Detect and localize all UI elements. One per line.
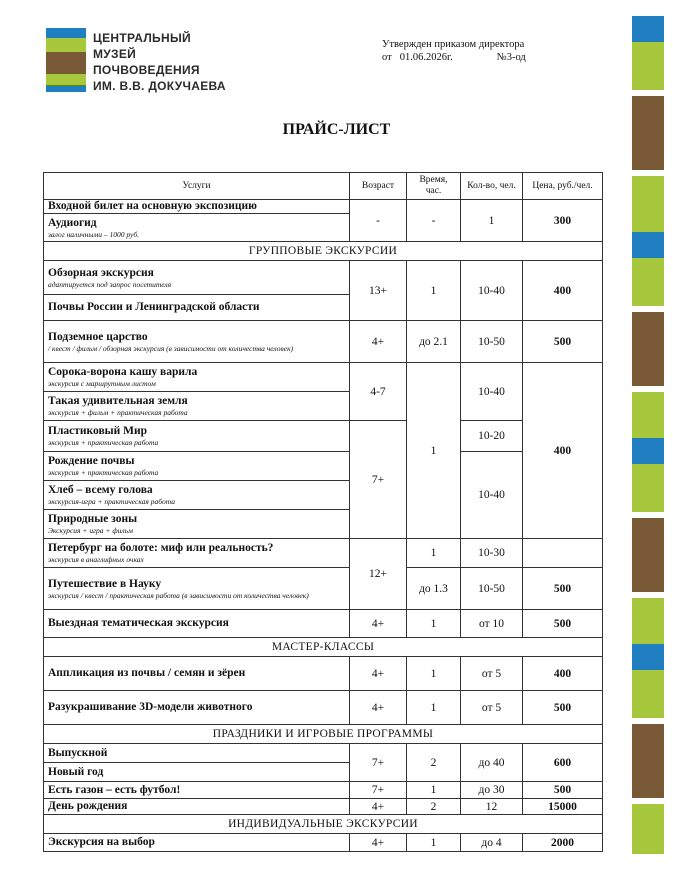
time-cell: 1 <box>407 657 461 691</box>
price-cell: 300 <box>523 200 603 242</box>
service-name: Аудиогид <box>48 216 97 229</box>
price-cell: 15000 <box>523 799 603 815</box>
col-qty: Кол-во, чел. <box>461 173 523 200</box>
price-cell: 500 <box>523 568 603 610</box>
service-note: экскурсия + фильм + практическая работа <box>48 408 188 417</box>
service-name: Обзорная экскурсия <box>48 266 154 279</box>
time-cell: - <box>407 200 461 242</box>
time-cell: до 2.1 <box>407 321 461 363</box>
time-cell: 1 <box>407 363 461 539</box>
age-cell: 4+ <box>350 321 407 363</box>
service-name: Аппликация из почвы / семян и зёрен <box>48 667 246 679</box>
table-row <box>44 321 603 363</box>
price-cell: 500 <box>523 782 603 799</box>
service-name: Входной билет на основную экспозицию <box>48 200 257 212</box>
qty-cell: 1 <box>461 200 523 242</box>
age-cell: 4-7 <box>350 363 407 421</box>
page-title: ПРАЙС-ЛИСТ <box>282 121 391 138</box>
service-name: Природные зоны <box>48 513 138 525</box>
museum-name: ЦЕНТРАЛЬНЫЙ МУЗЕЙ ПОЧВОВЕДЕНИЯ ИМ. В.В. ДОКУЧАЕВА <box>93 31 226 93</box>
service-note: экскурсия с маршрутным листом <box>48 379 156 388</box>
table-row <box>44 539 603 568</box>
price-table <box>43 172 603 852</box>
section-header-individual: ИНДИВИДУАЛЬНЫЕ ЭКСКУРСИИ <box>44 815 603 834</box>
table-row <box>44 363 603 392</box>
service-note: Экскурсия + игра + фильм <box>48 526 133 535</box>
table-row <box>44 744 603 763</box>
section-header-holidays: ПРАЗДНИКИ И ИГРОВЫЕ ПРОГРАММЫ <box>44 725 603 744</box>
decorative-side-stripe <box>632 16 664 880</box>
age-cell: 7+ <box>350 744 407 782</box>
service-name: Путешествие в Науку <box>48 577 162 590</box>
service-name: Петербург на болоте: миф или реальность? <box>48 542 274 554</box>
price-cell: 500 <box>523 321 603 363</box>
qty-cell: до 40 <box>461 744 523 782</box>
table-row <box>44 657 603 691</box>
age-cell: - <box>350 200 407 242</box>
qty-cell: 10-50 <box>461 321 523 363</box>
col-time: Время, час. <box>407 173 461 200</box>
table-row <box>44 691 603 725</box>
qty-cell: от 10 <box>461 610 523 638</box>
service-name: Разукрашивание 3D-модели животного <box>48 701 253 713</box>
time-cell: 1 <box>407 261 461 321</box>
service-note: экскурсия / квест / практическая работа (в зависимости от количества человек) <box>48 590 309 600</box>
qty-cell: до 30 <box>461 782 523 799</box>
table-row <box>44 834 603 852</box>
service-name: Выпускной <box>48 746 108 759</box>
age-cell: 7+ <box>350 782 407 799</box>
qty-cell: от 5 <box>461 691 523 725</box>
service-note: экскурсия + практическая работа <box>48 438 159 447</box>
service-note: экскурсия в анаглифных очках <box>48 555 144 564</box>
service-name: Хлеб – всему голова <box>48 484 153 496</box>
qty-cell: 10-30 <box>461 539 523 568</box>
price-cell: 400 <box>523 261 603 321</box>
table-row <box>44 610 603 638</box>
age-cell: 4+ <box>350 657 407 691</box>
price-cell: 500 <box>523 691 603 725</box>
price-cell: 400 <box>523 363 603 539</box>
table-row <box>44 421 603 452</box>
service-name: Новый год <box>48 765 104 778</box>
time-cell: 1 <box>407 782 461 799</box>
col-price: Цена, руб./чел. <box>523 173 603 200</box>
service-note: экскурсия + практическая работа <box>48 468 159 477</box>
price-cell-empty <box>523 539 603 568</box>
qty-cell: 10-50 <box>461 568 523 610</box>
age-cell: 4+ <box>350 834 407 852</box>
service-note: адаптируется под запрос посетителя <box>48 279 172 289</box>
table-row <box>44 799 603 815</box>
service-name: Пластиковый Мир <box>48 425 148 437</box>
table-row <box>44 200 603 214</box>
price-cell: 2000 <box>523 834 603 852</box>
time-cell: 1 <box>407 834 461 852</box>
approval-note: Утвержден приказом директора от 01.06.2026г. №3-од <box>382 39 526 63</box>
col-service: Услуги <box>44 173 350 200</box>
qty-cell: 10-40 <box>461 452 523 539</box>
time-cell: 2 <box>407 799 461 815</box>
section-header-group: ГРУППОВЫЕ ЭКСКУРСИИ <box>44 242 603 261</box>
qty-cell: до 4 <box>461 834 523 852</box>
service-name: Рождение почвы <box>48 455 135 467</box>
table-header-row <box>44 173 603 200</box>
time-cell: 1 <box>407 610 461 638</box>
section-header-master: МАСТЕР-КЛАССЫ <box>44 638 603 657</box>
time-cell: 1 <box>407 539 461 568</box>
qty-cell: 10-40 <box>461 363 523 421</box>
qty-cell: 12 <box>461 799 523 815</box>
price-cell: 400 <box>523 657 603 691</box>
service-note: / квест / фильм / обзорная экскурсия (в зависимости от количества человек) <box>48 343 294 353</box>
qty-cell: 10-40 <box>461 261 523 321</box>
price-cell: 600 <box>523 744 603 782</box>
service-name: Выездная тематическая экскурсия <box>48 617 229 629</box>
service-note: залог наличными – 1000 руб. <box>48 229 139 239</box>
qty-cell: от 5 <box>461 657 523 691</box>
service-name: Есть газон – есть футбол! <box>48 783 181 796</box>
age-cell: 4+ <box>350 610 407 638</box>
time-cell: до 1.3 <box>407 568 461 610</box>
age-cell: 13+ <box>350 261 407 321</box>
age-cell: 7+ <box>350 421 407 539</box>
age-cell: 12+ <box>350 539 407 610</box>
service-note: экскурсия-игра + практическая работа <box>48 497 175 506</box>
service-name: Такая удивительная земля <box>48 395 188 407</box>
table-row <box>44 452 603 481</box>
service-name: Сорока-ворона кашу варила <box>48 366 198 378</box>
service-name: Экскурсия на выбор <box>48 836 155 848</box>
time-cell: 2 <box>407 744 461 782</box>
service-name: Почвы России и Ленинградской области <box>48 301 260 313</box>
qty-cell: 10-20 <box>461 421 523 452</box>
service-name: День рождения <box>48 800 128 812</box>
time-cell: 1 <box>407 691 461 725</box>
col-age: Возраст <box>350 173 407 200</box>
service-name: Подземное царство <box>48 330 148 343</box>
price-cell: 500 <box>523 610 603 638</box>
age-cell: 4+ <box>350 799 407 815</box>
table-row <box>44 782 603 799</box>
table-row <box>44 568 603 610</box>
age-cell: 4+ <box>350 691 407 725</box>
museum-logo-mark <box>46 28 86 92</box>
table-row <box>44 261 603 295</box>
